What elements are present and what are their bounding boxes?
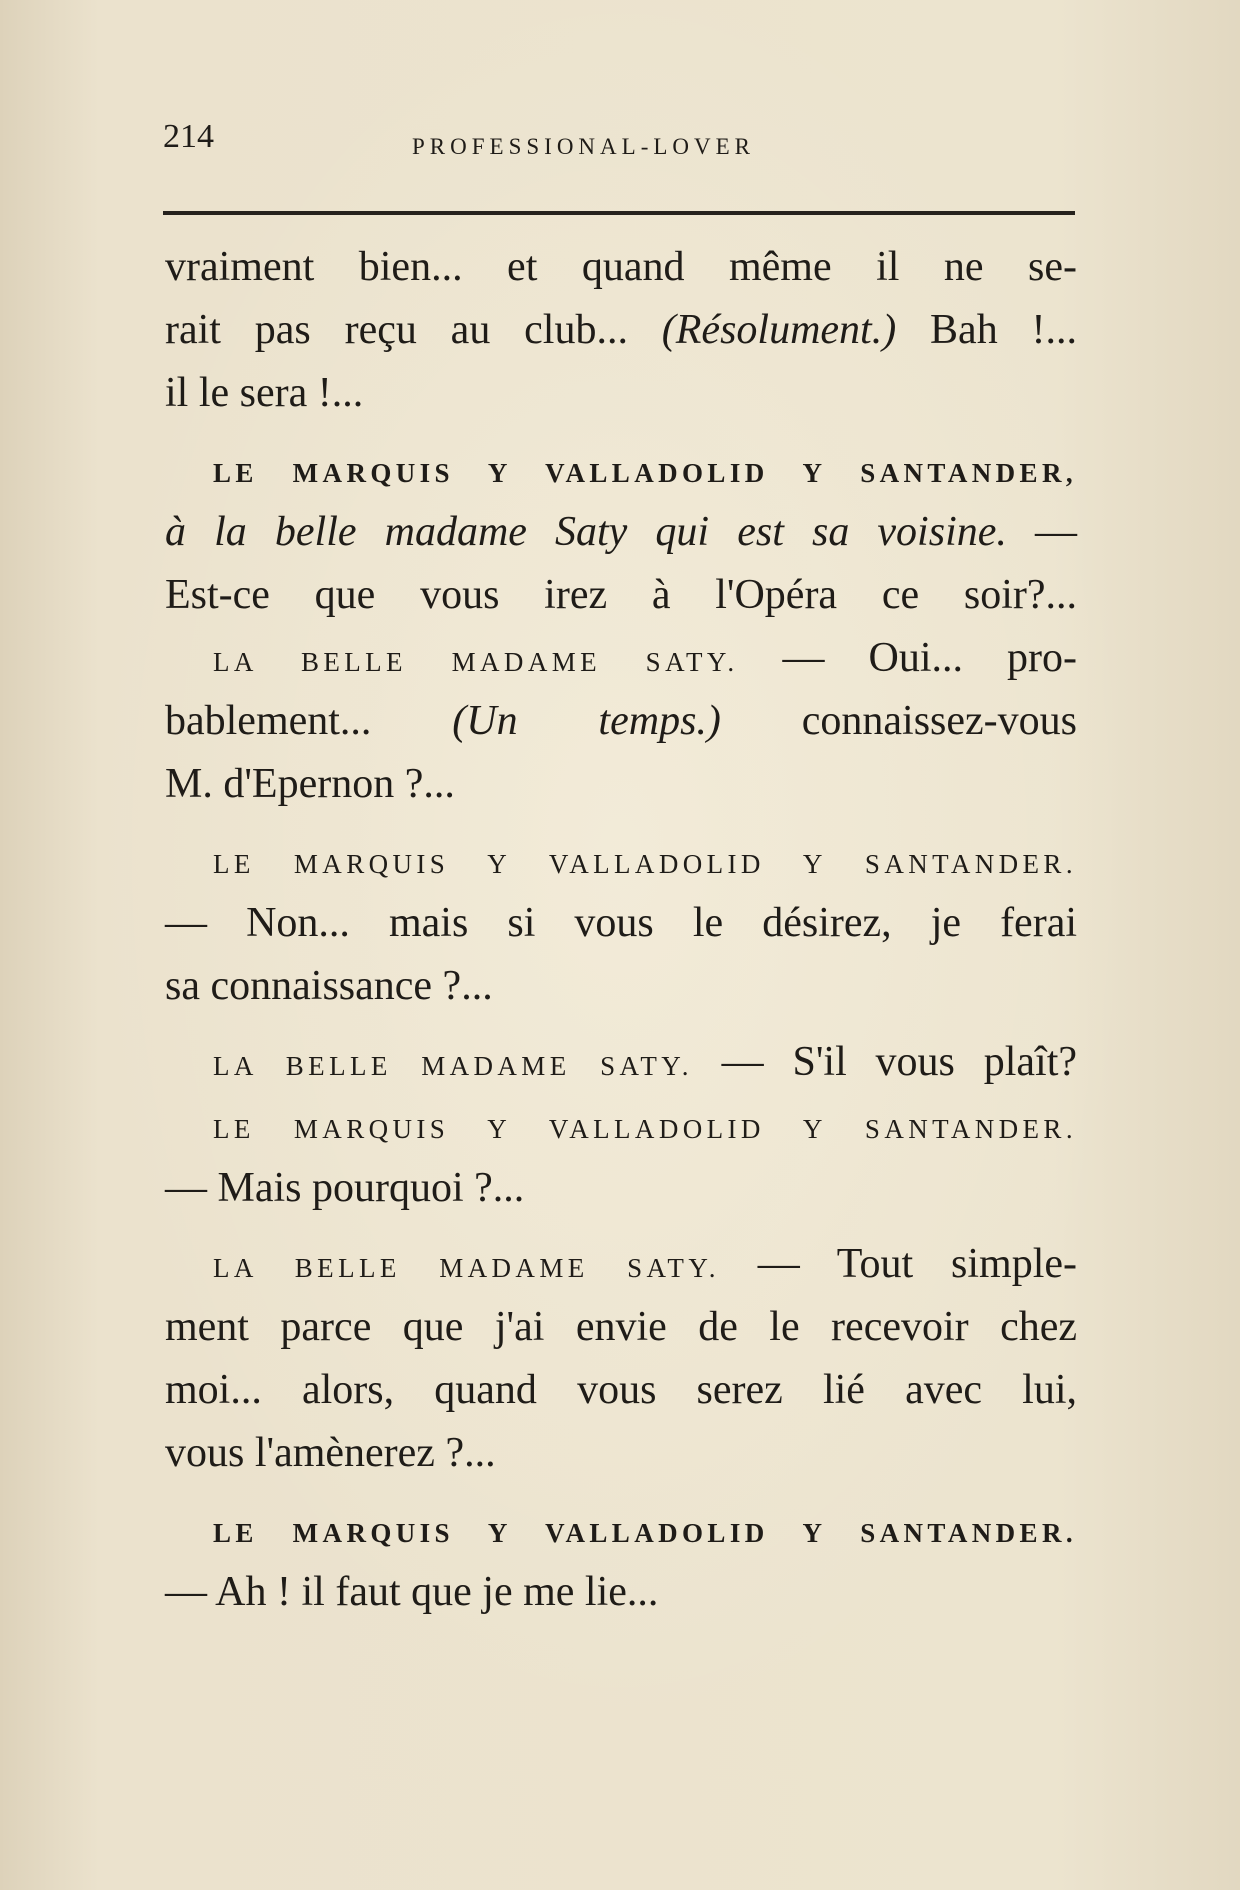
speaker-name: LE MARQUIS Y VALLADOLID Y SANTANDER. (213, 1518, 1077, 1548)
paragraph-continuation (165, 236, 1077, 425)
dialogue-block (165, 1094, 1077, 1220)
stage-direction: à la belle madame Saty qui est sa voisine. (165, 509, 1007, 555)
speaker-name: LA BELLE MADAME SATY. (213, 1051, 693, 1081)
speaker-name: LA BELLE MADAME SATY. (213, 1253, 720, 1283)
stage-direction: (Résolument.) (661, 307, 897, 353)
speaker-name: LE MARQUIS Y VALLADOLID Y SANTANDER, (213, 458, 1077, 488)
text-line: il le sera !... (165, 370, 364, 416)
header-rule (163, 211, 1075, 215)
text-fragment: Bah !... (930, 307, 1078, 353)
text-line: — Ah ! il faut que je me lie... (165, 1569, 659, 1615)
text-line (165, 1233, 1077, 1296)
text-line: vous l'amènerez ?... (165, 1430, 496, 1476)
dialogue-block (165, 1498, 1077, 1624)
dialogue-block (165, 438, 1077, 627)
dialogue-block (165, 627, 1077, 816)
text-line: M. d'Epernon ?... (165, 761, 455, 807)
text-line: moi... alors, quand vous serez lié avec lui, (165, 1367, 1077, 1413)
text-line (165, 1498, 1077, 1561)
text-line (165, 627, 1077, 690)
dialogue-text: — Tout simple- (757, 1241, 1077, 1287)
text-line: ment parce que j'ai envie de le recevoir chez (165, 1304, 1077, 1350)
dialogue-text: — S'il vous plaît? (721, 1039, 1078, 1085)
text-fragment: connaissez-vous (801, 698, 1078, 744)
page-number: 214 (163, 118, 214, 155)
text-line (165, 829, 1077, 892)
text-line (165, 299, 1077, 362)
text-line (165, 1031, 1077, 1094)
speaker-name: LE MARQUIS Y VALLADOLID Y SANTANDER. (213, 849, 1077, 879)
speaker-name: LE MARQUIS Y VALLADOLID Y SANTANDER. (213, 1114, 1077, 1144)
text-fragment: bablement... (165, 698, 372, 744)
page-text (165, 236, 1077, 1624)
running-title: PROFESSIONAL-LOVER (412, 134, 756, 159)
speaker-name: LA BELLE MADAME SATY. (213, 647, 739, 677)
text-line: — Non... mais si vous le désirez, je ferai (165, 900, 1077, 946)
dialogue-text: — Oui... pro- (782, 635, 1077, 681)
text-line: sa connaissance ?... (165, 963, 493, 1009)
stage-direction: (Un temps.) (452, 698, 721, 744)
text-fragment: rait pas reçu au club... (165, 307, 628, 353)
dialogue-block (165, 1031, 1077, 1094)
text-line: vraiment bien... et quand même il ne se- (165, 244, 1077, 290)
dialogue-block (165, 829, 1077, 1018)
dialogue-block (165, 1233, 1077, 1485)
text-line: Est-ce que vous irez à l'Opéra ce soir?... (165, 572, 1077, 618)
dialogue-dash: — (1035, 509, 1077, 555)
text-line (165, 501, 1077, 564)
text-line: — Mais pourquoi ?... (165, 1165, 525, 1211)
text-line (165, 438, 1077, 501)
text-line (165, 1094, 1077, 1157)
text-line (165, 690, 1077, 753)
